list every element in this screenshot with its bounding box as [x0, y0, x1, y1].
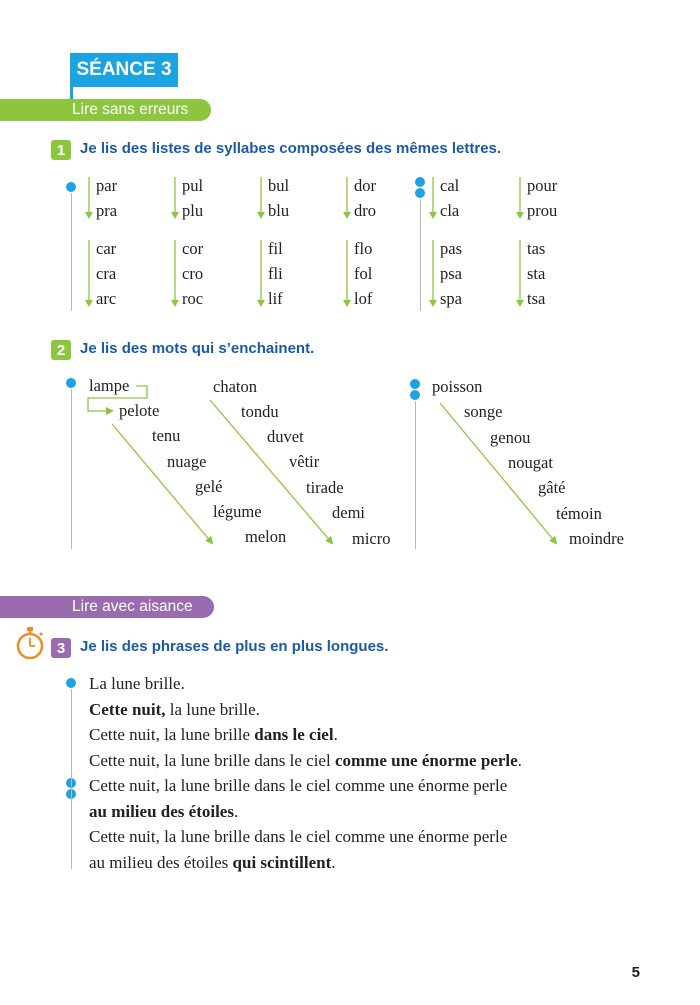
syllable: dor [354, 176, 376, 195]
syllable: pra [96, 201, 118, 220]
sentence-3: Cette nuit, la lune brille dans le ciel. [89, 725, 338, 744]
cascade-word: demi [332, 503, 365, 522]
cascade-word: moindre [569, 529, 624, 548]
syllable: prou [527, 201, 558, 220]
sentence-6-line-2: au milieu des étoiles qui scintillent. [89, 852, 336, 872]
syllable: lof [354, 289, 373, 308]
section-banner-lire-avec-aisance: Lire avec aisance [0, 596, 214, 618]
cascade-word: gâté [538, 478, 566, 497]
syllable: spa [440, 289, 462, 308]
syllable: pour [527, 176, 558, 195]
cascade-word: légume [213, 502, 262, 521]
cascade-word: témoin [556, 504, 602, 523]
syllable: bul [268, 176, 290, 195]
cascade-word: poisson [432, 377, 483, 396]
cascade-word: nougat [508, 453, 553, 472]
cascade-word: melon [245, 527, 287, 546]
syllable: fol [354, 264, 373, 283]
cascade-word: genou [490, 428, 531, 447]
syllable: sta [527, 264, 546, 283]
cascade-word: tondu [241, 402, 279, 421]
exercise-2-number: 2 [51, 340, 71, 360]
syllable: cla [440, 201, 460, 220]
cascade-word: tirade [306, 478, 344, 497]
exercise-2-instruction: Je lis des mots qui s’enchainent. [80, 340, 315, 357]
difficulty-dot-5 [66, 678, 76, 688]
sentence-1: La lune brille. [89, 674, 185, 693]
syllable: plu [182, 201, 204, 220]
exercise-3-instruction: Je lis des phrases de plus en plus longues. [80, 638, 389, 655]
syllable: cro [182, 264, 204, 283]
syllable: lif [268, 289, 283, 308]
cascade-word: duvet [267, 427, 304, 446]
syllable: flo [354, 239, 373, 258]
syllable: tsa [527, 289, 546, 308]
syllable: par [96, 176, 118, 195]
sentence-6-line-1: Cette nuit, la lune brille dans le ciel comme une énorme perle [89, 827, 508, 846]
syllable: fil [268, 239, 283, 258]
syllable: cor [182, 239, 204, 258]
sentence-2: Cette nuit, la lune brille. [89, 699, 260, 719]
syllable: roc [182, 289, 204, 308]
exercise-3-number: 3 [51, 638, 71, 658]
syllable: blu [268, 201, 290, 220]
sentence-5-line-2: au milieu des étoiles. [89, 801, 239, 821]
sentence-4: Cette nuit, la lune brille dans le ciel comme une énorme perle. [89, 750, 522, 770]
diagonal-arrow-3-icon [440, 403, 556, 543]
page-number: 5 [631, 964, 640, 981]
syllable: car [96, 239, 117, 258]
section-banner-lire-sans-erreurs: Lire sans erreurs [0, 99, 211, 121]
cascade-word: micro [352, 529, 391, 548]
syllable: cal [440, 176, 460, 195]
exercise-1-instruction: Je lis des listes de syllabes composées des mêmes lettres. [80, 140, 502, 157]
sentence-5-line-1: Cette nuit, la lune brille dans le ciel comme une énorme perle [89, 776, 508, 795]
margin-line-ex3 [71, 689, 72, 869]
cascade-word: pelote [119, 401, 160, 420]
cascade-word: nuage [167, 452, 207, 471]
cascade-word: chaton [213, 377, 257, 396]
cascade-word: tenu [152, 426, 181, 445]
syllable: dro [354, 201, 376, 220]
cascade-word: gelé [195, 477, 223, 496]
syllable: tas [527, 239, 546, 258]
stopwatch-icon [14, 626, 46, 660]
syllable: psa [440, 264, 462, 283]
syllable: fli [268, 264, 283, 283]
syllable: arc [96, 289, 117, 308]
exercise-1-number: 1 [51, 140, 71, 160]
syllable: cra [96, 264, 117, 283]
syllable: pul [182, 176, 204, 195]
cascade-word: songe [464, 402, 503, 421]
sentence-list [89, 671, 522, 875]
syllable: pas [440, 239, 462, 258]
cascade-word: vêtir [289, 452, 320, 471]
cascade-word: lampe [89, 376, 130, 395]
seance-title: SÉANCE 3 [70, 53, 178, 87]
